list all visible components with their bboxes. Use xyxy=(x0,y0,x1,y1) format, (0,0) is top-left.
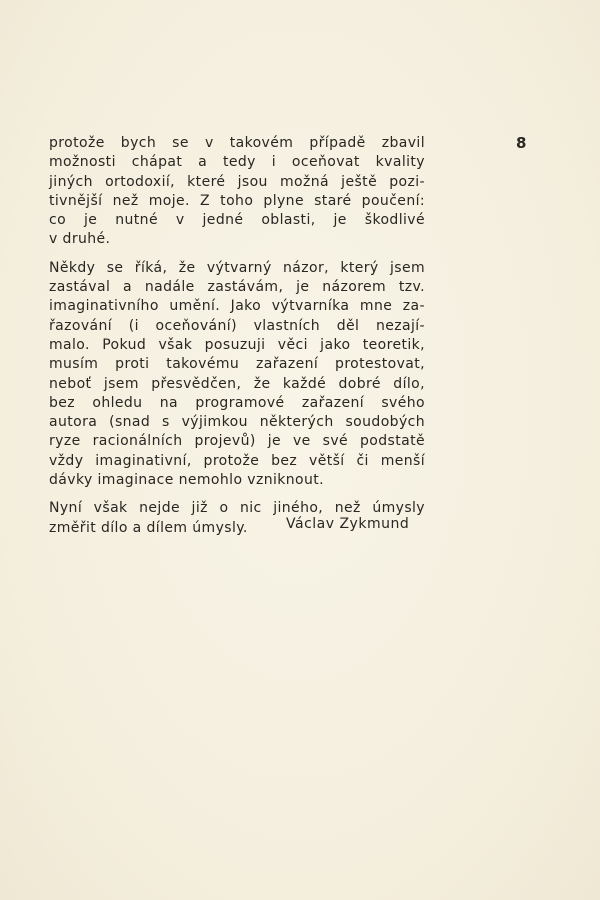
text-line: řazování (i oceňování) vlastních děl nezají- xyxy=(49,317,425,334)
text-line: dávky imaginace nemohlo vzniknout. xyxy=(49,472,325,489)
text-line: bez ohledu na programové zařazení svého xyxy=(49,394,425,411)
text-line: Někdy se říká, že výtvarný názor, který jsem xyxy=(49,259,425,276)
author-signature: Václav Zykmund xyxy=(286,516,410,532)
body-text xyxy=(49,134,425,547)
text-line: v druhé. xyxy=(49,231,111,248)
text-line: tivnější než moje. Z toho plyne staré poučení: xyxy=(49,192,425,209)
text-line: malo. Pokud však posuzuji věci jako teoretik, xyxy=(49,336,425,353)
text-line: co je nutné v jedné oblasti, je škodlivé xyxy=(49,212,425,229)
text-line: ryze racionálních projevů) je ve své podstatě xyxy=(49,433,425,450)
paragraph-2 xyxy=(49,259,425,491)
text-line: protože bych se v takovém případě zbavil xyxy=(49,135,425,151)
text-line: jiných ortodoxií, které jsou možná ještě pozi- xyxy=(49,173,425,190)
page-number: 8 xyxy=(516,134,527,152)
paragraph-1 xyxy=(49,134,425,250)
text-line: autora (snad s výjimkou některých soudobých xyxy=(49,414,425,431)
text-line: imaginativního umění. Jako výtvarníka mne za- xyxy=(49,298,425,315)
text-line: vždy imaginativní, protože bez větší či menší xyxy=(49,452,425,469)
text-line: možnosti chápat a tedy i oceňovat kvality xyxy=(49,154,425,171)
text-line: zastával a nadále zastávám, je názorem tzv. xyxy=(49,279,425,296)
text-line: musím proti takovému zařazení protestovat, xyxy=(49,356,425,373)
text-line: Nyní však nejde již o nic jiného, než úmysly xyxy=(49,500,425,517)
text-line: neboť jsem přesvědčen, že každé dobré dílo, xyxy=(49,375,425,392)
text-line: změřit dílo a dílem úmysly. xyxy=(49,519,248,536)
